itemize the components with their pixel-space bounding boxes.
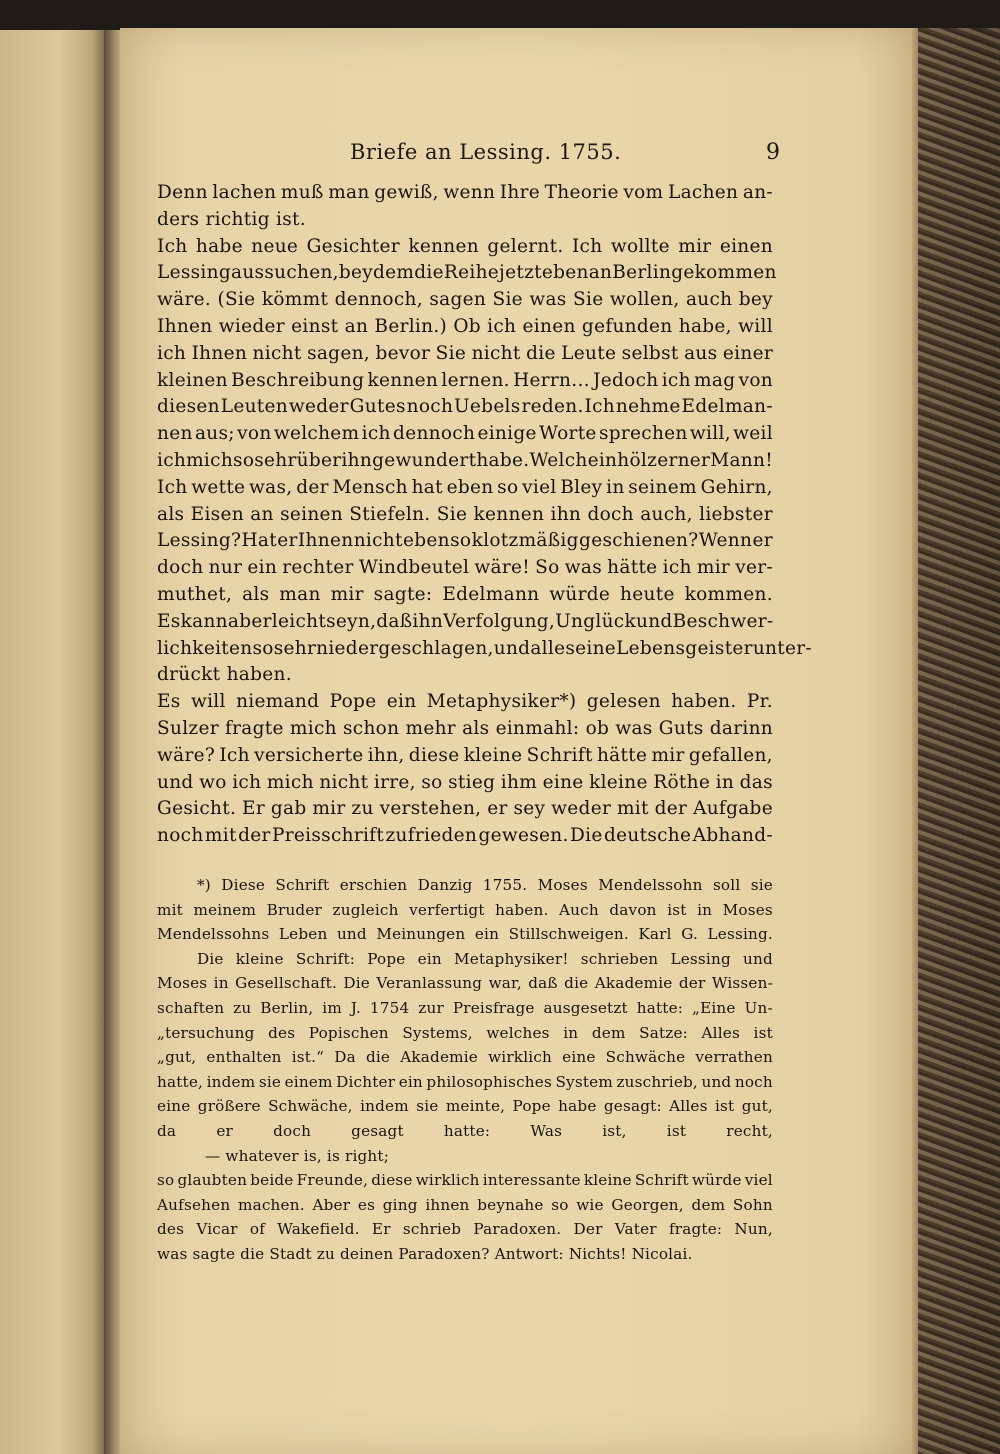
body-line: Es will niemand Pope ein Metaphysiker*) gelesen haben. Pr. — [157, 691, 773, 713]
body-line: und wo ich mich nicht irre, so stieg ihm eine kleine Röthe in das — [157, 771, 773, 793]
running-head — [160, 140, 780, 170]
body-line: Ich wette was, der Mensch hat eben so viel Bley in seinem Gehirn, — [157, 476, 773, 498]
running-head-title: Briefe an Lessing. 1755. — [350, 140, 622, 164]
footnote-line: Aufsehen machen. Aber es ging ihnen beynahe so wie Georgen, dem Sohn — [157, 1195, 773, 1214]
body-line: Ihnen wieder einst an Berlin.) Ob ich einen gefunden habe, will — [157, 315, 773, 337]
footnote-line: des Vicar of Wakefield. Er schrieb Paradoxen. Der Vater fragte: Nun, — [157, 1220, 773, 1239]
footnote-line: „tersuchung des Popischen Systems, welches in dem Satze: Alles ist — [157, 1023, 773, 1042]
body-line: Lessing? Hat er Ihnen nicht eben so klotzmäßig geschienen? Wenn er — [157, 530, 773, 552]
footnote-line: — whatever is, is right; — [205, 1146, 390, 1165]
body-line: als Eisen an seinen Stiefeln. Sie kennen ihn doch auch, liebster — [157, 503, 773, 525]
body-line: Gesicht. Er gab mir zu verstehen, er sey weder mit der Aufgabe — [157, 798, 773, 820]
body-line: Sulzer fragte mich schon mehr als einmahl: ob was Guts darinn — [157, 717, 773, 739]
body-line: muthet, als man mir sagte: Edelmann würde heute kommen. — [157, 583, 773, 605]
marbled-cover — [918, 28, 1000, 1454]
body-line: diesen Leuten weder Gutes noch Uebels reden. Ich nehme Edelman- — [157, 396, 773, 418]
footnote-line: so glaubten beide Freunde, diese wirklich interessante kleine Schrift würde viel — [157, 1171, 773, 1190]
footnote-line: schaften zu Berlin, im J. 1754 zur Preisfrage ausgesetzt hatte: „Eine Un- — [157, 998, 773, 1017]
body-line: noch mit der Preisschrift zufrieden gewesen. Die deutsche Abhand- — [157, 825, 773, 847]
body-line: wäre? Ich versicherte ihn, diese kleine Schrift hätte mir gefallen, — [157, 744, 773, 766]
body-line: Es kann aber leicht seyn, daß ihn Verfolgung, Unglück und Beschwer- — [157, 610, 774, 632]
body-line: Denn lachen muß man gewiß, wenn Ihre Theorie vom Lachen an- — [157, 182, 773, 203]
body-line: drückt haben. — [157, 664, 292, 686]
footnote-line: Die kleine Schrift: Pope ein Metaphysiker! schrieben Lessing und — [197, 949, 773, 968]
footnote-line: *) Diese Schrift erschien Danzig 1755. Moses Mendelssohn soll sie — [197, 876, 773, 894]
body-line: lichkeiten so sehr niedergeschlagen, und alle seine Lebensgeister unter- — [157, 637, 812, 659]
body-line: Ich habe neue Gesichter kennen gelernt. Ich wollte mir einen — [157, 235, 773, 257]
footnote-line: Moses in Gesellschaft. Die Veranlassung war, daß die Akademie der Wissen- — [157, 974, 773, 993]
footnote-line: „gut, enthalten ist.“ Da die Akademie wirklich eine Schwäche verrathen — [157, 1048, 773, 1067]
body-line: ders richtig ist. — [157, 208, 306, 230]
body-line: wäre. (Sie kömmt dennoch, sagen Sie was Sie wollen, auch bey — [157, 289, 773, 311]
footnote-line: hatte, indem sie einem Dichter ein philosophisches System zuschrieb, und noch — [157, 1072, 773, 1091]
footnote-line: was sagte die Stadt zu deinen Paradoxen? Antwort: Nichts! Nicolai. — [157, 1244, 693, 1263]
body-line: ich mich so sehr über ihn gewundert habe. Welch ein hölzerner Mann! — [157, 449, 773, 471]
body-line: kleinen Beschreibung kennen lernen. Herrn... Jedoch ich mag von — [157, 369, 773, 391]
body-text — [157, 180, 812, 850]
footnote — [157, 873, 773, 1267]
body-line: Lessing aussuchen, bey dem die Reihe jetzt eben an Berlin gekommen — [157, 262, 777, 284]
body-line: ich Ihnen nicht sagen, bevor Sie nicht die Leute selbst aus einer — [157, 342, 773, 364]
footnote-line: mit meinem Bruder zugleich verfertigt haben. Auch davon ist in Moses — [157, 900, 773, 919]
footnote-line: Mendelssohns Leben und Meinungen ein Stillschweigen. Karl G. Lessing. — [157, 925, 773, 944]
left-page-edge — [0, 30, 108, 1454]
footnote-line: eine größere Schwäche, indem sie meinte, Pope habe gesagt: Alles ist gut, — [157, 1097, 773, 1116]
footnote-line: da er doch gesagt hatte: Was ist, ist recht, — [157, 1121, 773, 1140]
page-number: 9 — [766, 140, 780, 165]
body-line: nen aus; von welchem ich dennoch einige Worte sprechen will, weil — [157, 423, 773, 445]
body-line: doch nur ein rechter Windbeutel wäre! So was hätte ich mir ver- — [157, 557, 773, 579]
